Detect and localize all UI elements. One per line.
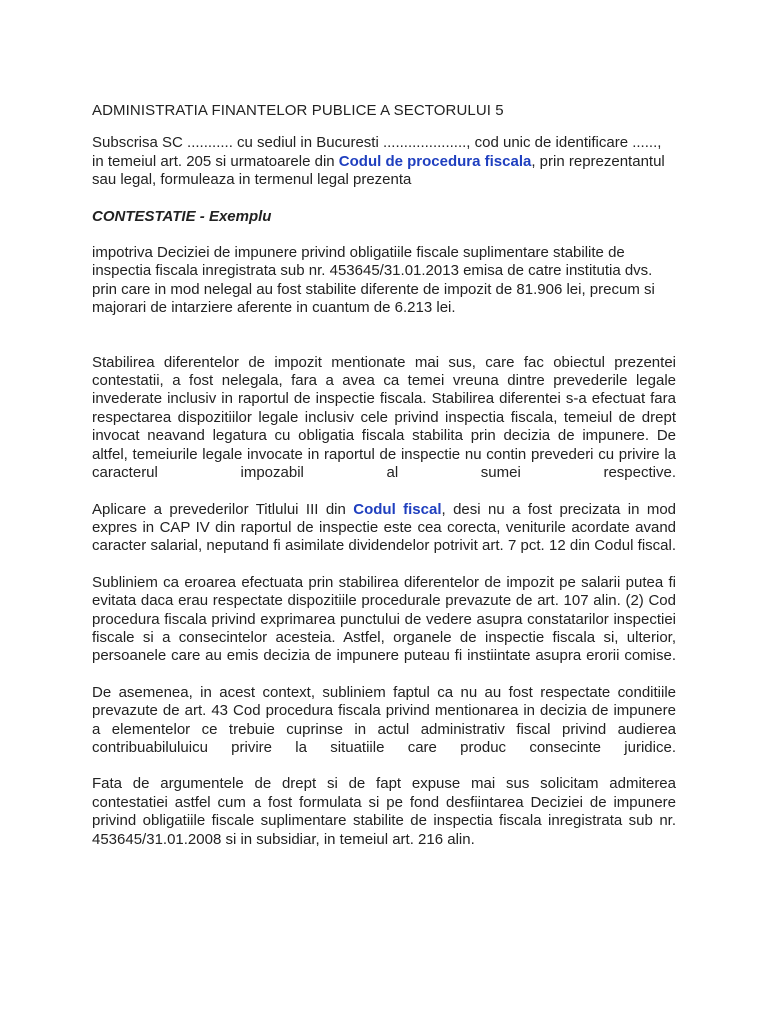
intro-paragraph bbox=[92, 134, 676, 189]
paragraph-impotriva: impotriva Deciziei de impunere privind obligatiile fiscale suplimentare stabilite de inspectia fiscala inregistrata sub nr. 453645/31.01.2013 emisa de catre institutia dvs. prin care in mod nelegal au fost stabilite diferente de impozit de 81.906 lei, precum si majorari de intarziere aferente in cuantum de 6.213 lei. bbox=[92, 244, 655, 317]
paragraph-stabilirea: Stabilirea diferentelor de impozit mentionate mai sus, care fac obiectul prezentei contestatii, a fost nelegala, fara a avea ca temei vreuna dintre prevederile legale invederate inclusiv in raportul de inspectie fiscala. Stabilirea diferentei s-a efectuat fara respectarea dispozitiilor legale inclusiv cele privind inspectia fiscala, temeiul de drept invocat neavand legatura cu obligatia fiscala stabilita prin decizia de impunere. De altfel, temeiurile legale invocate in raportul de inspectie nu contin prevederi cu privire la caracterul impozabil al sumei respective. bbox=[92, 353, 676, 482]
aplicare-text-before: Aplicare a prevederilor Titlului III din bbox=[92, 500, 354, 518]
paragraph-subliniem: Subliniem ca eroarea efectuata prin stabilirea diferentelor de impozit pe salarii putea fi evitata daca erau respectate dispozitiile procedurale prevazute de art. 107 alin. (2) Cod procedura fiscala privind exprimarea punctului de vedere asupra constatarilor inspectiei fiscale si a consecintelor acesteia. Astfel, organele de inspectie fiscala si, ulterior, persoanele care au emis decizia de impunere puteau fi instiintate asupra erorii comise. bbox=[92, 573, 676, 665]
document-header: ADMINISTRATIA FINANTELOR PUBLICE A SECTORULUI 5 bbox=[92, 102, 504, 119]
document-title: CONTESTATIE - Exemplu bbox=[92, 207, 272, 225]
paragraph-de-asemenea: De asemenea, in acest context, subliniem faptul ca nu au fost respectate conditiile prevazute de art. 43 Cod procedura fiscala privind mentionarea in decizia de impunere a elementelor ce trebuie cuprinse in actul administrativ fiscal privind audierea contribuabiluluicu privire la situatiile care produc consecinte juridice. bbox=[92, 683, 676, 756]
paragraph-fata-de-argumentele: Fata de argumentele de drept si de fapt expuse mai sus solicitam admiterea contestatiei astfel cum a fost formulata si pe fond desfiintarea Deciziei de impunere privind obligatiile fiscale suplimentare stabilite de inspectia fiscala inregistrata sub nr. 453645/31.01.2008 si in subsidiar, in temeiul art. 216 alin. bbox=[92, 775, 676, 848]
codul-procedura-fiscala-link[interactable]: Codul de procedura fiscala bbox=[338, 152, 532, 170]
intro-text-after: , prin reprezentantul sau legal, formuleaza in termenul legal prezenta bbox=[92, 152, 665, 189]
document-body bbox=[92, 102, 676, 867]
intro-text-before: Subscrisa SC ........... cu sediul in Bucuresti ...................., cod unic de identificare ......, in temeiul art. 205 si urmatoarele din bbox=[92, 134, 662, 170]
codul-fiscal-link[interactable]: Codul fiscal bbox=[353, 500, 442, 518]
aplicare-text-after: , desi nu a fost precizata in mod expres in CAP IV din raportul de inspectie este cea corecta, veniturile acordate avand caracter salarial, neputand fi asimilate dividendelor potrivit art. 7 pct. 12 din Codul fiscal. bbox=[92, 500, 677, 555]
paragraph-aplicare bbox=[92, 501, 676, 556]
